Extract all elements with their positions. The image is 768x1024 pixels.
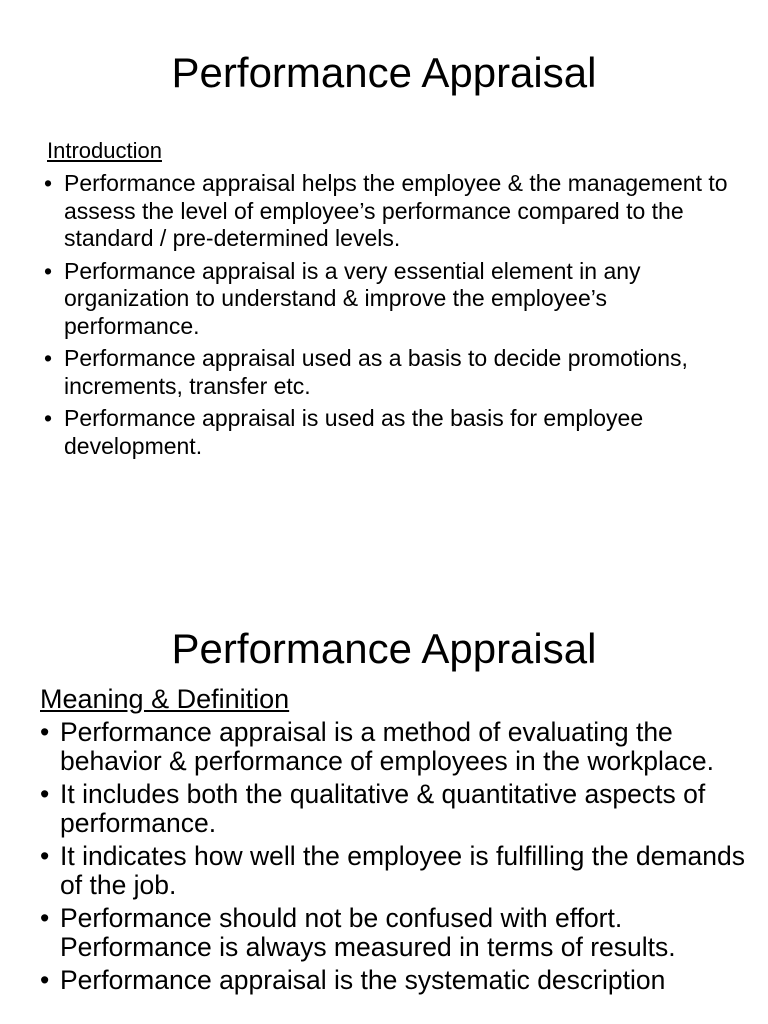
list-item-text: It includes both the qualitative & quantitative aspects of performance. bbox=[60, 779, 706, 838]
bullet-marker: • bbox=[40, 903, 50, 933]
slide-meaning-definition bbox=[0, 608, 768, 1024]
list-item-text: Performance should not be confused with effort. Performance is always measured in terms of results. bbox=[60, 903, 676, 962]
bullet-marker: • bbox=[40, 841, 50, 871]
list-item bbox=[44, 345, 734, 400]
list-item bbox=[44, 258, 734, 341]
section-heading-introduction: Introduction bbox=[47, 138, 162, 163]
bullet-marker: • bbox=[44, 257, 53, 284]
list-item bbox=[44, 170, 734, 253]
section-heading-meaning-definition: Meaning & Definition bbox=[40, 684, 290, 714]
list-item-text: Performance appraisal helps the employee & the management to assess the level of employee’s performance compared to the standard / pre-determined levels. bbox=[64, 170, 728, 251]
bullet-marker: • bbox=[44, 405, 53, 431]
bullet-list bbox=[44, 170, 734, 465]
list-item-text: Performance appraisal used as a basis to decide promotions, increments, transfer etc. bbox=[64, 345, 688, 399]
bullet-marker: • bbox=[40, 717, 50, 747]
list-item-text: It indicates how well the employee is fulfilling the demands of the job. bbox=[60, 841, 745, 900]
list-item bbox=[40, 904, 752, 961]
list-item-text: Performance appraisal is a method of evaluating the behavior & performance of employees in the workplace. bbox=[60, 717, 715, 776]
bullet-marker: • bbox=[40, 965, 50, 995]
list-item-text: Performance appraisal is a very essential element in any organization to understand & improve the employee’s performance. bbox=[64, 257, 641, 339]
list-item bbox=[44, 405, 734, 460]
list-item bbox=[40, 718, 752, 775]
list-item bbox=[40, 966, 752, 995]
list-item-text: Performance appraisal is used as the basis for employee development. bbox=[64, 405, 644, 459]
bullet-list bbox=[40, 718, 752, 1000]
slide-title: Performance Appraisal bbox=[171, 49, 597, 96]
list-item-text: Performance appraisal is the systematic description bbox=[60, 965, 666, 995]
bullet-marker: • bbox=[40, 779, 50, 809]
bullet-marker: • bbox=[44, 170, 53, 196]
list-item bbox=[40, 780, 752, 837]
slide-title: Performance Appraisal bbox=[171, 625, 597, 672]
list-item bbox=[40, 842, 752, 899]
bullet-marker: • bbox=[44, 345, 53, 371]
